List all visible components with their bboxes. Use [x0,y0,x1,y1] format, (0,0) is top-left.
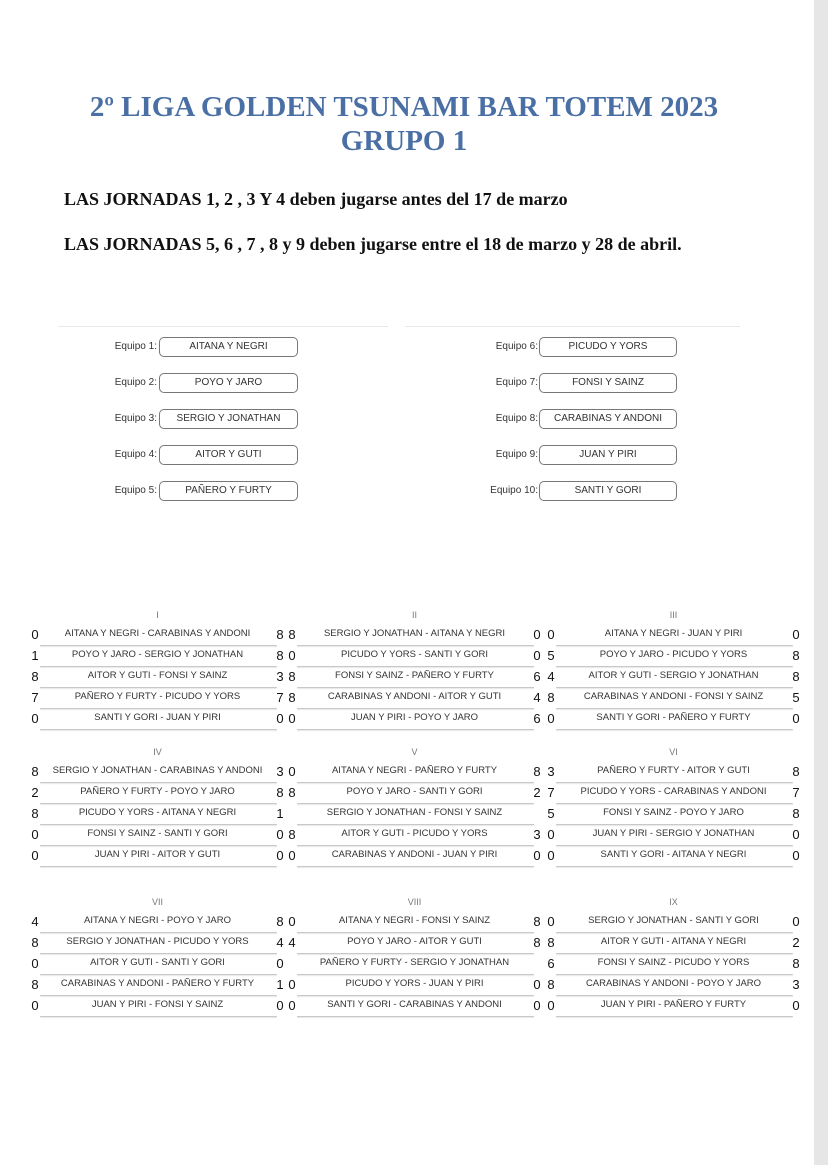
score-right: 0 [276,998,284,1013]
jornada-block [287,745,542,868]
match-name: POYO Y JARO - AITOR Y GUTI [347,936,482,947]
match-name: SANTI Y GORI - PAÑERO Y FURTY [596,712,751,723]
score-right: 0 [276,956,284,971]
match-underline [40,729,277,730]
team-number-label: Equipo 2: [114,377,157,388]
match-row [30,997,285,1018]
score-right: 0 [533,998,541,1013]
score-right: 0 [792,914,800,929]
match-row [30,913,285,934]
match-name: FONSI Y SAINZ - POYO Y JARO [603,807,744,818]
score-left: 0 [288,977,296,992]
match-underline [556,824,793,825]
match-underline [297,953,534,954]
score-left: 7 [547,785,555,800]
match-underline [40,803,277,804]
page-title [0,90,808,158]
match-row [30,934,285,955]
score-left: 8 [288,827,296,842]
match-name: PAÑERO Y FURTY - PICUDO Y YORS [74,691,241,702]
score-right: 6 [533,669,541,684]
match-row [287,913,542,934]
score-left: 0 [288,914,296,929]
score-left: 0 [288,848,296,863]
score-right: 0 [792,711,800,726]
jornada-block [546,895,801,1018]
jornada-label: IX [669,897,678,907]
match-underline [297,708,534,709]
match-row [287,847,542,868]
match-underline [556,666,793,667]
score-right: 0 [792,827,800,842]
match-name: CARABINAS Y ANDONI - FONSI Y SAINZ [583,691,764,702]
match-name: FONSI Y SAINZ - PICUDO Y YORS [597,957,750,968]
score-left: 0 [31,956,39,971]
match-name: SANTI Y GORI - JUAN Y PIRI [94,712,221,723]
jornada-block [546,608,801,731]
match-underline [556,645,793,646]
score-left: 0 [547,914,555,929]
match-name: CARABINAS Y ANDONI - PAÑERO Y FURTY [60,978,255,989]
match-underline [297,803,534,804]
score-right: 8 [792,806,800,821]
score-right: 1 [276,806,284,821]
match-underline [556,1016,793,1017]
page-edge [814,0,828,1165]
match-name: AITOR Y GUTI - FONSI Y SAINZ [87,670,228,681]
match-name: AITOR Y GUTI - SERGIO Y JONATHAN [588,670,759,681]
jornada-block [546,745,801,868]
score-right: 3 [276,764,284,779]
match-row [546,847,801,868]
score-right: 0 [792,848,800,863]
match-underline [297,824,534,825]
match-name: SANTI Y GORI - AITANA Y NEGRI [600,849,747,860]
match-underline [40,645,277,646]
match-row [287,826,542,847]
jornada-label: III [669,610,678,620]
score-left: 1 [31,648,39,663]
team-number-label: Equipo 7: [495,377,538,388]
match-name: FONSI Y SAINZ - SANTI Y GORI [87,828,228,839]
score-left: 8 [547,935,555,950]
match-name: PAÑERO Y FURTY - AITOR Y GUTI [597,765,750,776]
match-name: PICUDO Y YORS - CARABINAS Y ANDONI [580,786,767,797]
match-row [30,668,285,689]
divider-right [405,326,740,327]
score-left: 8 [288,785,296,800]
match-underline [297,645,534,646]
match-underline [40,866,277,867]
team-name-field: SANTI Y GORI [539,481,677,501]
score-left: 0 [547,627,555,642]
note-deadline-1: LAS JORNADAS 1, 2 , 3 Y 4 deben jugarse antes del 17 de marzo [64,189,568,209]
match-underline [556,953,793,954]
score-right: 8 [276,627,284,642]
match-name: JUAN Y PIRI - PAÑERO Y FURTY [600,999,747,1010]
score-right: 0 [533,648,541,663]
match-name: AITANA Y NEGRI - FONSI Y SAINZ [338,915,491,926]
match-row [30,763,285,784]
match-row [287,710,542,731]
jornada-label: IV [153,747,162,757]
match-row [546,913,801,934]
match-name: PAÑERO Y FURTY - SERGIO Y JONATHAN [319,957,510,968]
match-underline [297,782,534,783]
score-right: 8 [792,764,800,779]
match-name: POYO Y JARO - PICUDO Y YORS [599,649,748,660]
match-underline [40,974,277,975]
team-name-field: FONSI Y SAINZ [539,373,677,393]
match-name: SERGIO Y JONATHAN - PICUDO Y YORS [66,936,249,947]
match-row [287,934,542,955]
match-name: PICUDO Y YORS - AITANA Y NEGRI [78,807,237,818]
score-right: 7 [792,785,800,800]
match-underline [40,995,277,996]
team-name-field: AITOR Y GUTI [159,445,298,465]
match-row [546,826,801,847]
match-name: SERGIO Y JONATHAN - AITANA Y NEGRI [323,628,506,639]
match-row [30,805,285,826]
match-underline [40,932,277,933]
score-left: 0 [31,827,39,842]
team-row [0,445,828,465]
title-line-1: 2º LIGA GOLDEN TSUNAMI BAR TOTEM 2023 [89,91,719,123]
match-name: AITANA Y NEGRI - POYO Y JARO [84,915,231,926]
score-right: 8 [276,914,284,929]
match-name: AITANA Y NEGRI - JUAN Y PIRI [604,628,743,639]
team-number-label: Equipo 3: [114,413,157,424]
score-right: 2 [792,935,800,950]
jornada-label: VII [151,897,163,907]
score-left: 0 [288,648,296,663]
team-name-field: PICUDO Y YORS [539,337,677,357]
team-number-label: Equipo 8: [495,413,538,424]
match-row [546,997,801,1018]
team-number-label: Equipo 9: [495,449,538,460]
match-name: JUAN Y PIRI - AITOR Y GUTI [94,849,221,860]
score-right: 8 [792,648,800,663]
match-row [287,647,542,668]
match-row [30,647,285,668]
match-name: AITOR Y GUTI - AITANA Y NEGRI [600,936,747,947]
score-left: 7 [31,690,39,705]
match-underline [40,1016,277,1017]
team-name-field: POYO Y JARO [159,373,298,393]
match-name: AITOR Y GUTI - SANTI Y GORI [90,957,225,968]
match-underline [297,932,534,933]
match-row [30,626,285,647]
score-left: 0 [547,827,555,842]
match-name: JUAN Y PIRI - POYO Y JARO [350,712,479,723]
match-row [287,784,542,805]
match-underline [40,687,277,688]
score-right: 3 [533,827,541,842]
jornada-label: II [411,610,417,620]
match-row [287,955,542,976]
jornada-block [30,608,285,731]
team-name-field: AITANA Y NEGRI [159,337,298,357]
score-right: 4 [533,690,541,705]
team-number-label: Equipo 4: [114,449,157,460]
jornada-label: VIII [407,897,422,907]
team-row [0,409,828,429]
match-name: AITOR Y GUTI - PICUDO Y YORS [341,828,488,839]
score-left: 0 [31,627,39,642]
score-left: 0 [31,848,39,863]
match-row [546,689,801,710]
team-row [0,481,828,501]
match-underline [556,866,793,867]
match-row [546,668,801,689]
score-left: 0 [288,764,296,779]
match-underline [297,974,534,975]
score-left: 8 [288,690,296,705]
match-row [30,955,285,976]
score-right: 0 [276,848,284,863]
score-left: 8 [288,669,296,684]
match-row [30,689,285,710]
match-row [287,997,542,1018]
match-underline [40,708,277,709]
score-left: 4 [288,935,296,950]
jornada-label: I [156,610,159,620]
match-underline [297,866,534,867]
score-left: 5 [547,806,555,821]
score-left: 3 [547,764,555,779]
jornada-block [287,608,542,731]
match-name: PICUDO Y YORS - JUAN Y PIRI [345,978,484,989]
team-row [0,337,828,357]
score-right: 2 [533,785,541,800]
score-right: 3 [276,669,284,684]
match-row [546,626,801,647]
match-row [287,626,542,647]
match-name: AITANA Y NEGRI - PAÑERO Y FURTY [331,765,498,776]
team-name-field: JUAN Y PIRI [539,445,677,465]
match-row [546,934,801,955]
score-left: 8 [547,690,555,705]
score-right: 8 [533,764,541,779]
score-right: 7 [276,690,284,705]
match-name: FONSI Y SAINZ - PAÑERO Y FURTY [335,670,494,681]
match-name: SERGIO Y JONATHAN - CARABINAS Y ANDONI [52,765,263,776]
match-name: CARABINAS Y ANDONI - AITOR Y GUTI [327,691,502,702]
match-underline [297,729,534,730]
score-left: 6 [547,956,555,971]
score-left: 8 [31,977,39,992]
score-left: 4 [547,669,555,684]
title-line-2: GRUPO 1 [340,125,468,157]
score-right: 0 [533,977,541,992]
score-right: 0 [533,627,541,642]
score-left: 2 [31,785,39,800]
team-name-field: SERGIO Y JONATHAN [159,409,298,429]
match-row [287,689,542,710]
score-right: 4 [276,935,284,950]
match-name: CARABINAS Y ANDONI - POYO Y JARO [585,978,762,989]
score-left: 0 [547,711,555,726]
score-left: 0 [31,998,39,1013]
score-left: 0 [547,998,555,1013]
score-left: 8 [31,806,39,821]
match-underline [556,932,793,933]
match-underline [40,666,277,667]
note-deadline-2: LAS JORNADAS 5, 6 , 7 , 8 y 9 deben jugarse entre el 18 de marzo y 28 de abril. [64,234,682,254]
score-right: 8 [276,785,284,800]
match-name: AITANA Y NEGRI - CARABINAS Y ANDONI [64,628,251,639]
score-left: 5 [547,648,555,663]
jornada-block [287,895,542,1018]
match-underline [556,729,793,730]
match-name: PAÑERO Y FURTY - POYO Y JARO [80,786,235,797]
score-right: 0 [792,627,800,642]
jornada-block [30,745,285,868]
score-right: 0 [276,711,284,726]
match-underline [556,803,793,804]
match-row [546,955,801,976]
score-left: 4 [31,914,39,929]
team-number-label: Equipo 5: [114,485,157,496]
score-right: 8 [533,914,541,929]
match-row [546,784,801,805]
match-row [287,976,542,997]
score-right: 5 [792,690,800,705]
team-row [0,373,828,393]
match-row [30,826,285,847]
match-underline [40,782,277,783]
match-row [30,976,285,997]
match-row [546,710,801,731]
score-left: 0 [288,998,296,1013]
score-right: 3 [792,977,800,992]
match-row [30,784,285,805]
score-right: 8 [792,669,800,684]
match-name: JUAN Y PIRI - SERGIO Y JONATHAN [592,828,755,839]
match-underline [556,782,793,783]
match-name: POYO Y JARO - SANTI Y GORI [346,786,483,797]
match-underline [40,824,277,825]
score-left: 8 [31,764,39,779]
match-underline [297,666,534,667]
match-underline [297,845,534,846]
team-number-label: Equipo 6: [495,341,538,352]
score-right: 0 [792,998,800,1013]
score-right: 8 [533,935,541,950]
score-right: 1 [276,977,284,992]
match-row [287,763,542,784]
match-underline [556,845,793,846]
match-underline [40,845,277,846]
score-right: 0 [533,848,541,863]
match-name: SANTI Y GORI - CARABINAS Y ANDONI [327,999,502,1010]
score-left: 8 [288,627,296,642]
score-left: 0 [288,711,296,726]
match-underline [556,974,793,975]
score-right: 8 [276,648,284,663]
match-row [30,847,285,868]
match-row [546,647,801,668]
match-underline [297,1016,534,1017]
match-row [30,710,285,731]
match-underline [556,995,793,996]
match-name: POYO Y JARO - SERGIO Y JONATHAN [71,649,244,660]
match-row [287,668,542,689]
match-name: CARABINAS Y ANDONI - JUAN Y PIRI [331,849,498,860]
jornada-block [30,895,285,1018]
match-row [287,805,542,826]
score-left: 8 [31,935,39,950]
score-right: 6 [533,711,541,726]
match-row [546,763,801,784]
match-name: JUAN Y PIRI - FONSI Y SAINZ [91,999,224,1010]
match-underline [556,708,793,709]
score-right: 8 [792,956,800,971]
jornada-label: V [411,747,418,757]
team-name-field: CARABINAS Y ANDONI [539,409,677,429]
match-name: SERGIO Y JONATHAN - SANTI Y GORI [588,915,759,926]
match-underline [297,995,534,996]
score-left: 0 [547,848,555,863]
score-right: 0 [276,827,284,842]
score-left: 8 [547,977,555,992]
score-left: 0 [31,711,39,726]
match-underline [297,687,534,688]
match-row [546,976,801,997]
match-row [546,805,801,826]
score-left: 8 [31,669,39,684]
match-name: SERGIO Y JONATHAN - FONSI Y SAINZ [326,807,503,818]
team-number-label: Equipo 1: [114,341,157,352]
jornada-label: VI [669,747,678,757]
team-name-field: PAÑERO Y FURTY [159,481,298,501]
match-underline [556,687,793,688]
team-number-label: Equipo 10: [490,485,538,496]
divider-left [58,326,388,327]
match-name: PICUDO Y YORS - SANTI Y GORI [341,649,488,660]
match-underline [40,953,277,954]
